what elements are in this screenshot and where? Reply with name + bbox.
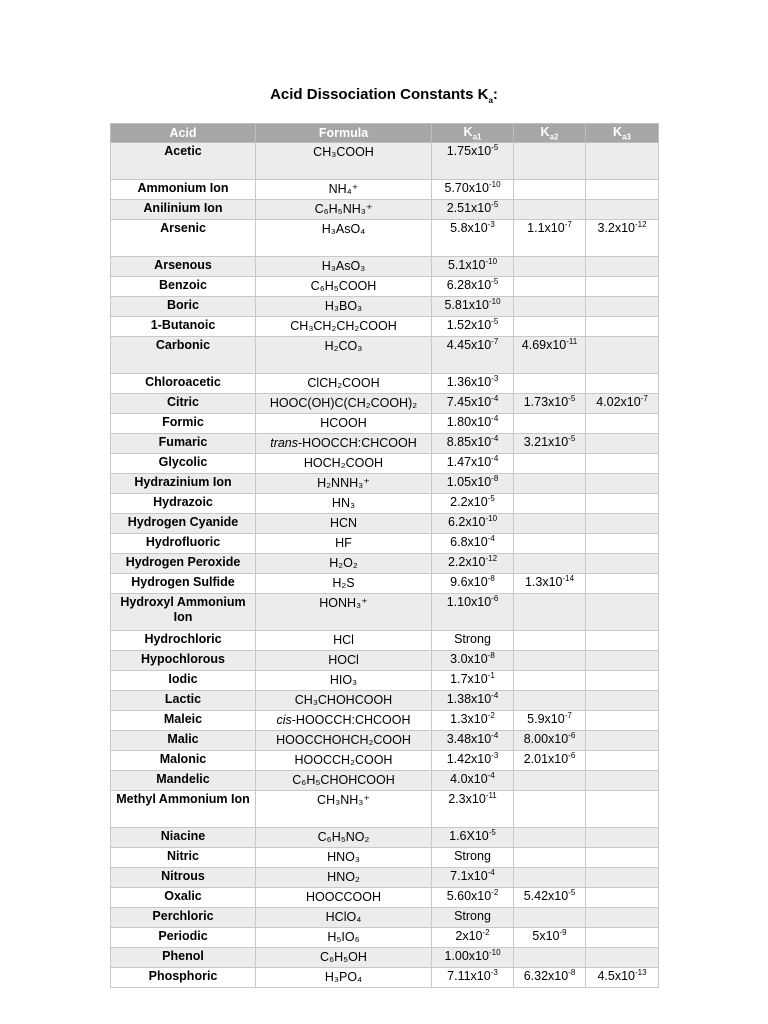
table-row: [111, 868, 659, 888]
ka3-cell: [586, 514, 659, 534]
ka2-cell: $1.3x10^{-14}$: [514, 574, 586, 594]
acid-name-cell: Hydrogen Peroxide: [111, 554, 256, 574]
formula-cell: H₃AsO₃: [256, 257, 432, 277]
formula-cell: H₂S: [256, 574, 432, 594]
ka2-cell: [514, 297, 586, 317]
table-row: [111, 828, 659, 848]
ka2-cell: [514, 494, 586, 514]
acid-name-cell: Nitric: [111, 848, 256, 868]
table-row: [111, 394, 659, 414]
ka1-cell: $3.0x10^{-8}$: [432, 651, 514, 671]
table-row: [111, 751, 659, 771]
table-row: [111, 711, 659, 731]
ka1-cell: $8.85x10^{-4}$: [432, 434, 514, 454]
ka1-cell: $3.48x10^{-4}$: [432, 731, 514, 751]
formula-cell: HNO₂: [256, 868, 432, 888]
ka1-cell: Strong: [432, 631, 514, 651]
formula-cell: CH₃NH₃⁺: [256, 791, 432, 828]
acid-name-cell: Phenol: [111, 948, 256, 968]
ka3-cell: [586, 257, 659, 277]
ka3-cell: [586, 534, 659, 554]
table-row: [111, 534, 659, 554]
acid-name-cell: Lactic: [111, 691, 256, 711]
ka2-cell: $3.21x10^{-5}$: [514, 434, 586, 454]
table-row: [111, 771, 659, 791]
ka1-cell: $1.10x10^{-6}$: [432, 594, 514, 631]
ka3-cell: [586, 751, 659, 771]
ka3-cell: [586, 200, 659, 220]
acid-name-cell: Hypochlorous: [111, 651, 256, 671]
ka3-cell: [586, 414, 659, 434]
acid-name-cell: Formic: [111, 414, 256, 434]
ka3-cell: [586, 337, 659, 374]
acid-name-cell: Hydrochloric: [111, 631, 256, 651]
formula-cell: CH₃COOH: [256, 143, 432, 180]
ka1-cell: $1.42x10^{-3}$: [432, 751, 514, 771]
acid-name-cell: Hydrazinium Ion: [111, 474, 256, 494]
ka1-cell: $5.1x10^{-10}$: [432, 257, 514, 277]
acid-name-cell: Arsenous: [111, 257, 256, 277]
acid-name-cell: Citric: [111, 394, 256, 414]
acid-name-cell: Fumaric: [111, 434, 256, 454]
ka1-cell: $1.00x10^{-10}$: [432, 948, 514, 968]
acid-name-cell: Methyl Ammonium Ion: [111, 791, 256, 828]
formula-cell: H₂NNH₃⁺: [256, 474, 432, 494]
table-row: [111, 474, 659, 494]
ka1-cell: $4.0x10^{-4}$: [432, 771, 514, 791]
ka2-cell: [514, 771, 586, 791]
table-row: [111, 574, 659, 594]
formula-cell: C₆H₅CHOHCOOH: [256, 771, 432, 791]
ka1-cell: $1.80x10^{-4}$: [432, 414, 514, 434]
ka3-cell: [586, 631, 659, 651]
ka2-cell: [514, 848, 586, 868]
formula-cell: trans-HOOCCH:CHCOOH: [256, 434, 432, 454]
ka3-cell: [586, 554, 659, 574]
ka2-cell: [514, 554, 586, 574]
acid-name-cell: Hydrazoic: [111, 494, 256, 514]
ka3-cell: $3.2x10^{-12}$: [586, 220, 659, 257]
ka2-cell: [514, 868, 586, 888]
table-body: [111, 143, 659, 988]
ka1-cell: $7.11x10^{-3}$: [432, 968, 514, 988]
table-row: [111, 651, 659, 671]
formula-cell: C₆H₅NH₃⁺: [256, 200, 432, 220]
acid-name-cell: Iodic: [111, 671, 256, 691]
table-row: [111, 277, 659, 297]
table-row: [111, 888, 659, 908]
ka3-cell: [586, 791, 659, 828]
formula-cell: NH₄⁺: [256, 180, 432, 200]
ka2-cell: [514, 948, 586, 968]
table-header-row: [111, 124, 659, 143]
table-row: [111, 337, 659, 374]
acid-name-cell: Niacine: [111, 828, 256, 848]
ka1-cell: $1.6X10^{-5}$: [432, 828, 514, 848]
formula-cell: H₃PO₄: [256, 968, 432, 988]
formula-cell: CH₃CH₂CH₂COOH: [256, 317, 432, 337]
formula-cell: C₆H₅COOH: [256, 277, 432, 297]
ka3-cell: [586, 574, 659, 594]
ka2-cell: $6.32x10^{-8}$: [514, 968, 586, 988]
ka2-cell: [514, 791, 586, 828]
formula-cell: C₆H₅OH: [256, 948, 432, 968]
ka1-cell: $7.1x10^{-4}$: [432, 868, 514, 888]
ka3-cell: [586, 594, 659, 631]
header-acid: Acid: [111, 124, 256, 143]
ka1-cell: $1.3x10^{-2}$: [432, 711, 514, 731]
acid-name-cell: Arsenic: [111, 220, 256, 257]
ka3-cell: [586, 711, 659, 731]
ka2-cell: $5.9x10^{-7}$: [514, 711, 586, 731]
table-row: [111, 180, 659, 200]
ka2-cell: [514, 534, 586, 554]
ka3-cell: [586, 494, 659, 514]
ka3-cell: [586, 848, 659, 868]
table-row: [111, 554, 659, 574]
ka1-cell: $5.8x10^{-3}$: [432, 220, 514, 257]
table-row: [111, 691, 659, 711]
ka3-cell: [586, 908, 659, 928]
title-suffix: :: [492, 86, 498, 103]
formula-cell: HN₃: [256, 494, 432, 514]
acid-name-cell: Glycolic: [111, 454, 256, 474]
ka3-cell: [586, 454, 659, 474]
header-ka1: $K_{a1}$: [432, 124, 514, 143]
table-row: [111, 200, 659, 220]
ka1-cell: $2.51x10^{-5}$: [432, 200, 514, 220]
acid-name-cell: Malonic: [111, 751, 256, 771]
table-row: [111, 257, 659, 277]
formula-cell: C₆H₅NO₂: [256, 828, 432, 848]
acid-name-cell: Chloroacetic: [111, 374, 256, 394]
ka3-cell: [586, 888, 659, 908]
acid-name-cell: Hydrogen Sulfide: [111, 574, 256, 594]
ka2-cell: [514, 374, 586, 394]
ka3-cell: [586, 651, 659, 671]
table-row: [111, 948, 659, 968]
formula-cell: HOOCCH₂COOH: [256, 751, 432, 771]
table-row: [111, 968, 659, 988]
ka2-cell: [514, 180, 586, 200]
acid-name-cell: Mandelic: [111, 771, 256, 791]
ka3-cell: [586, 297, 659, 317]
acid-name-cell: Acetic: [111, 143, 256, 180]
ka3-cell: [586, 691, 659, 711]
formula-cell: CH₃CHOHCOOH: [256, 691, 432, 711]
title-text: Acid Dissociation Constants K: [270, 86, 489, 103]
ka2-cell: $1.1x10^{-7}$: [514, 220, 586, 257]
ka2-cell: $5.42x10^{-5}$: [514, 888, 586, 908]
table-row: [111, 414, 659, 434]
formula-cell: HONH₃⁺: [256, 594, 432, 631]
table-row: [111, 671, 659, 691]
ka3-cell: $4.5x10^{-13}$: [586, 968, 659, 988]
formula-cell: HCl: [256, 631, 432, 651]
formula-cell: HNO₃: [256, 848, 432, 868]
ka1-cell: $5.60x10^{-2}$: [432, 888, 514, 908]
ka3-cell: [586, 771, 659, 791]
ka1-cell: $5.70x10^{-10}$: [432, 180, 514, 200]
header-formula: Formula: [256, 124, 432, 143]
acid-name-cell: Nitrous: [111, 868, 256, 888]
ka3-cell: [586, 374, 659, 394]
ka3-cell: [586, 277, 659, 297]
ka2-cell: [514, 828, 586, 848]
ka2-cell: $8.00x10^{-6}$: [514, 731, 586, 751]
ka1-cell: $1.36x10^{-3}$: [432, 374, 514, 394]
table-row: [111, 791, 659, 828]
formula-cell: H₃BO₃: [256, 297, 432, 317]
ka1-cell: $2.2x10^{-5}$: [432, 494, 514, 514]
acid-name-cell: Malic: [111, 731, 256, 751]
acid-name-cell: Carbonic: [111, 337, 256, 374]
acid-name-cell: Phosphoric: [111, 968, 256, 988]
page-title: [0, 86, 768, 103]
table-row: [111, 297, 659, 317]
table-row: [111, 514, 659, 534]
ka2-cell: [514, 514, 586, 534]
ka2-cell: [514, 454, 586, 474]
acid-name-cell: Perchloric: [111, 908, 256, 928]
ka1-cell: Strong: [432, 848, 514, 868]
ka1-cell: $7.45x10^{-4}$: [432, 394, 514, 414]
ka3-cell: [586, 434, 659, 454]
ka2-cell: [514, 474, 586, 494]
ka3-cell: [586, 948, 659, 968]
ka3-cell: [586, 180, 659, 200]
acid-name-cell: Oxalic: [111, 888, 256, 908]
table-row: [111, 434, 659, 454]
formula-cell: H₃AsO₄: [256, 220, 432, 257]
acid-name-cell: Boric: [111, 297, 256, 317]
table-row: [111, 494, 659, 514]
formula-cell: ClCH₂COOH: [256, 374, 432, 394]
ka1-cell: $5.81x10^{-10}$: [432, 297, 514, 317]
ka2-cell: [514, 908, 586, 928]
ka3-cell: [586, 317, 659, 337]
table-row: [111, 594, 659, 631]
acid-name-cell: Hydrogen Cyanide: [111, 514, 256, 534]
ka2-cell: [514, 277, 586, 297]
ka3-cell: [586, 828, 659, 848]
table-row: [111, 631, 659, 651]
acid-name-cell: 1-Butanoic: [111, 317, 256, 337]
table-row: [111, 848, 659, 868]
ka3-cell: [586, 474, 659, 494]
acid-name-cell: Periodic: [111, 928, 256, 948]
table-row: [111, 317, 659, 337]
acid-name-cell: Maleic: [111, 711, 256, 731]
ka1-cell: $6.28x10^{-5}$: [432, 277, 514, 297]
table-row: [111, 143, 659, 180]
ka1-cell: $2.3x10^{-11}$: [432, 791, 514, 828]
formula-cell: H₅IO₆: [256, 928, 432, 948]
formula-cell: HOCl: [256, 651, 432, 671]
acid-name-cell: Anilinium Ion: [111, 200, 256, 220]
title-subscript: a: [488, 96, 493, 105]
header-ka3: $K_{a3}$: [586, 124, 659, 143]
acid-constants-table: [110, 123, 659, 988]
table-row: [111, 454, 659, 474]
formula-cell: HCOOH: [256, 414, 432, 434]
acid-name-cell: Hydroxyl Ammonium Ion: [111, 594, 256, 631]
acid-name-cell: Benzoic: [111, 277, 256, 297]
ka2-cell: $4.69x10^{-11}$: [514, 337, 586, 374]
ka1-cell: $6.8x10^{-4}$: [432, 534, 514, 554]
ka2-cell: [514, 651, 586, 671]
acid-name-cell: Hydrofluoric: [111, 534, 256, 554]
ka2-cell: $2.01x10^{-6}$: [514, 751, 586, 771]
ka1-cell: $1.05x10^{-8}$: [432, 474, 514, 494]
ka2-cell: [514, 317, 586, 337]
ka2-cell: [514, 594, 586, 631]
ka2-cell: $5x10^{-9}$: [514, 928, 586, 948]
ka2-cell: [514, 257, 586, 277]
ka1-cell: $1.52x10^{-5}$: [432, 317, 514, 337]
ka1-cell: Strong: [432, 908, 514, 928]
table-row: [111, 220, 659, 257]
ka2-cell: $1.73x10^{-5}$: [514, 394, 586, 414]
formula-cell: HOOCCHOHCH₂COOH: [256, 731, 432, 751]
ka2-cell: [514, 671, 586, 691]
ka1-cell: $1.38x10^{-4}$: [432, 691, 514, 711]
table-row: [111, 928, 659, 948]
ka3-cell: $4.02x10^{-7}$: [586, 394, 659, 414]
ka1-cell: $1.7x10^{-1}$: [432, 671, 514, 691]
formula-cell: H₂O₂: [256, 554, 432, 574]
formula-cell: cis-HOOCCH:CHCOOH: [256, 711, 432, 731]
ka1-cell: $2.2x10^{-12}$: [432, 554, 514, 574]
ka1-cell: $4.45x10^{-7}$: [432, 337, 514, 374]
formula-cell: HCN: [256, 514, 432, 534]
table-row: [111, 374, 659, 394]
ka1-cell: $6.2x10^{-10}$: [432, 514, 514, 534]
ka2-cell: [514, 631, 586, 651]
table-row: [111, 731, 659, 751]
formula-cell: H₂CO₃: [256, 337, 432, 374]
ka3-cell: [586, 731, 659, 751]
acid-name-cell: Ammonium Ion: [111, 180, 256, 200]
formula-cell: HOCH₂COOH: [256, 454, 432, 474]
ka3-cell: [586, 928, 659, 948]
formula-cell: HF: [256, 534, 432, 554]
ka3-cell: [586, 671, 659, 691]
table-row: [111, 908, 659, 928]
ka2-cell: [514, 143, 586, 180]
formula-cell: HIO₃: [256, 671, 432, 691]
formula-cell: HClO₄: [256, 908, 432, 928]
formula-cell: HOOCCOOH: [256, 888, 432, 908]
formula-cell: HOOC(OH)C(CH₂COOH)₂: [256, 394, 432, 414]
ka1-cell: $1.75x10^{-5}$: [432, 143, 514, 180]
ka1-cell: $1.47x10^{-4}$: [432, 454, 514, 474]
ka2-cell: [514, 414, 586, 434]
ka1-cell: $2x10^{-2}$: [432, 928, 514, 948]
ka2-cell: [514, 691, 586, 711]
ka1-cell: $9.6x10^{-8}$: [432, 574, 514, 594]
ka2-cell: [514, 200, 586, 220]
ka3-cell: [586, 143, 659, 180]
header-ka2: $K_{a2}$: [514, 124, 586, 143]
ka3-cell: [586, 868, 659, 888]
